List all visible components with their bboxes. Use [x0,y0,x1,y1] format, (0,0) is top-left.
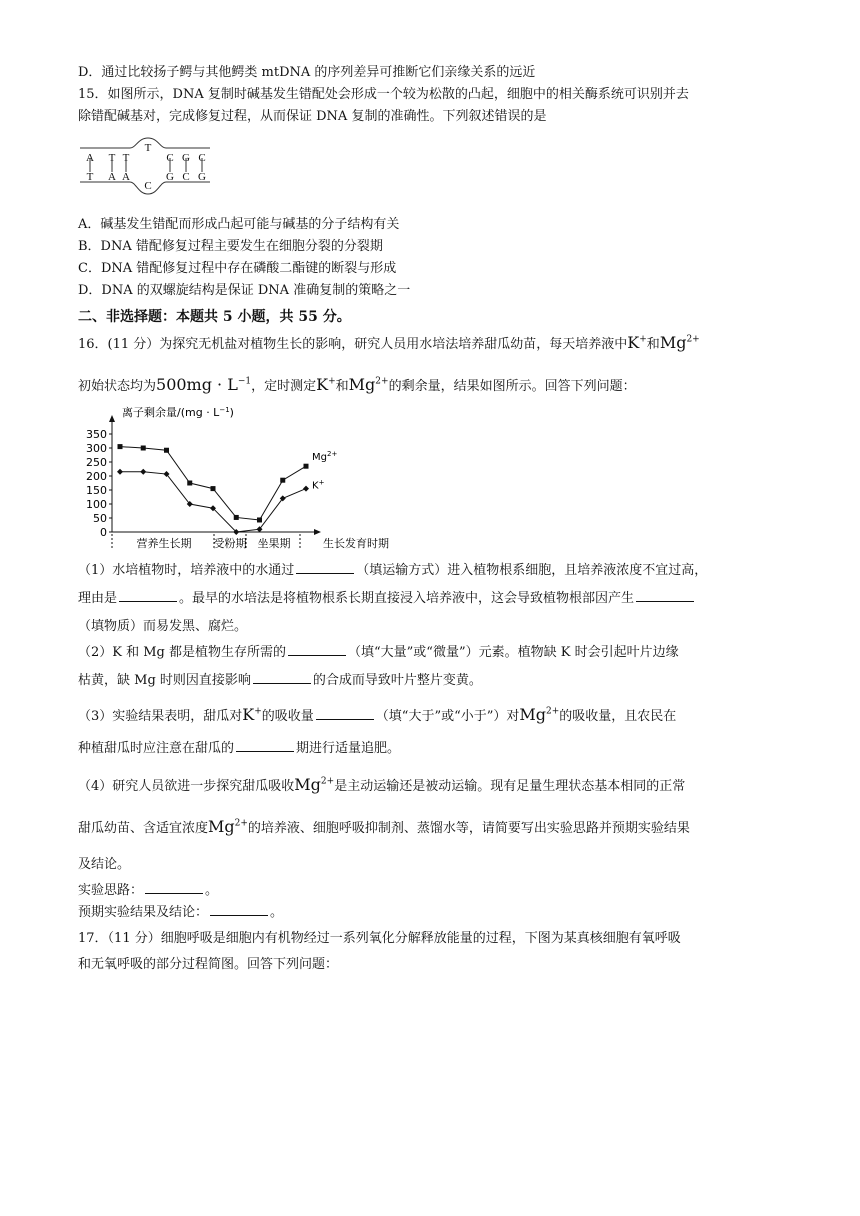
base-bottom-7: G [198,171,206,183]
y-tick-label: 250 [86,456,107,469]
data-point-k [117,469,123,475]
q16-intro-line1: 16．(11 分）为探究无机盐对植物生长的影响，研究人员用水培法培养甜瓜幼苗，每天培养液中K+和$Mg^{2+}$ [78,333,700,352]
data-point-k [303,486,309,492]
base-bottom-6: C [182,171,190,183]
q16-sub1-line3: （填物质）而易发黑、腐烂。 [78,619,248,634]
q16-intro-line2: 初始状态均为$500mg \cdot L^{-1}$，定时测定K+和$Mg^{2+}$的剩余量，结果如图所示。回答下列问题： [78,375,636,394]
experiment-idea: 实验思路： 。 [78,883,219,898]
answer-blank[interactable] [210,903,268,916]
base-bottom-bulge: C [144,180,152,192]
answer-blank[interactable] [253,671,311,684]
q16-sub4-line3: 及结论。 [78,857,131,872]
y-tick-label: 50 [93,512,107,525]
base-top-bulge: T [144,142,152,154]
y-tick-label: 350 [86,428,107,441]
base-top-7: C [198,152,206,164]
data-point-mg [211,486,216,491]
base-bottom-1: T [86,171,94,183]
series-label-mg: $Mg^{2+}$ [312,450,338,464]
answer-blank[interactable] [288,643,346,656]
q15-stem-line1: 15．如图所示，DNA 复制时碱基发生错配处会形成一个较为松散的凸起，细胞中的相关酶系统可识别并去 [78,87,689,102]
y-axis-title: 离子剩余量$/(mg \cdot L^{-1})$ [122,406,234,419]
y-tick-label: 0 [100,526,107,539]
answer-blank[interactable] [236,739,294,752]
section-heading: 二、非选择题：本题共 5 小题，共 55 分。 [78,309,351,325]
series-line-k [120,472,306,532]
series-label-k: K+ [312,478,325,492]
q15-stem-line2: 除错配碱基对，完成修复过程，从而保证 DNA 复制的准确性。下列叙述错误的是 [78,109,547,124]
y-tick-label: 300 [86,442,107,455]
y-tick-label: 200 [86,470,107,483]
data-point-mg [164,448,169,453]
data-point-mg [280,478,285,483]
q16-sub3-line1: （3）实验结果表明，甜瓜对K+的吸收量 （填“大于”或“小于”）对$Mg^{2+}$的吸收量，且农民在 [78,705,677,724]
data-point-mg [118,444,123,449]
k-ion: K+ [627,333,647,352]
y-tick-label: 100 [86,498,107,511]
y-tick-label: 150 [86,484,107,497]
y-axis-arrow [109,415,115,422]
base-bottom-2: A [108,171,116,183]
stage-label: 受粉期 [213,537,247,550]
data-point-mg [234,515,239,520]
q16-sub4-line1: （4）研究人员欲进一步探究甜瓜吸收$Mg^{2+}$是主动运输还是被动运输。现有足量生理状态基本相同的正常 [78,775,686,794]
base-top-5: C [166,152,174,164]
q17-stem-line2: 和无氧呼吸的部分过程简图。回答下列问题： [78,957,339,972]
q15-option-d: D．DNA 的双螺旋结构是保证 DNA 准确复制的策略之一 [78,283,411,298]
base-top-2: T [108,152,116,164]
q14-option-d: D．通过比较扬子鳄与其他鳄类 mtDNA 的序列差异可推断它们亲缘关系的远近 [78,65,536,80]
answer-blank[interactable] [119,589,177,602]
data-point-k [140,469,146,475]
q16-sub3-line2: 种植甜瓜时应注意在甜瓜的 期进行适量追肥。 [78,741,401,756]
data-point-mg [304,464,309,469]
initial-concentration: $500mg \cdot L^{-1}$ [156,375,252,394]
dna-mismatch-figure [78,134,218,200]
stage-label: 营养生长期 [136,537,192,550]
q16-sub1-line2: 理由是 。最早的水培法是将植物根系长期直接浸入培养液中，这会导致植物根部因产生 [78,588,784,610]
answer-blank[interactable] [636,589,694,602]
q15-option-a: A．碱基发生错配而形成凸起可能与碱基的分子结构有关 [78,217,400,232]
q17-stem-line1: 17．（11 分）细胞呼吸是细胞内有机物经过一系列氧化分解释放能量的过程，下图为某真核细胞有氧呼吸 [78,931,681,946]
answer-blank[interactable] [316,707,374,720]
base-top-1: A [86,152,94,164]
ion-remaining-chart [78,404,418,554]
data-point-mg [257,517,262,522]
expected-result: 预期实验结果及结论： 。 [78,905,284,920]
x-axis-arrow [314,529,321,535]
base-bottom-3: A [122,171,130,183]
q15-option-b: B．DNA 错配修复过程主要发生在细胞分裂的分裂期 [78,239,383,254]
base-top-6: G [182,152,190,164]
answer-blank[interactable] [145,881,203,894]
base-bottom-5: G [166,171,174,183]
data-point-mg [141,446,146,451]
q16-sub2-line1: （2）K 和 Mg 都是植物生存所需的 （填“大量”或“微量”）元素。植物缺 K 时会引起叶片边缘 [78,645,679,660]
data-point-mg [187,481,192,486]
q16-sub1-line1: （1）水培植物时，培养液中的水通过 （填运输方式）进入植物根系细胞，且培养液浓度不宜过高， [78,563,708,578]
q16-sub4-line2: 甜瓜幼苗、含适宜浓度$Mg^{2+}$的培养液、细胞呼吸抑制剂、蒸馏水等，请简要写出实验思路并预期实验结果 [78,817,690,836]
q16-sub2-line2: 枯黄，缺 Mg 时则因直接影响 的合成而导致叶片整片变黄。 [78,673,482,688]
stage-label: 生长发育时期 [323,537,389,550]
answer-blank[interactable] [296,561,354,574]
base-top-3: T [122,152,130,164]
document-page [78,62,784,976]
q15-option-c: C．DNA 错配修复过程中存在磷酸二酯键的断裂与形成 [78,261,397,276]
mg-ion: $Mg^{2+}$ [659,333,700,352]
stage-label: 坐果期 [257,537,291,550]
